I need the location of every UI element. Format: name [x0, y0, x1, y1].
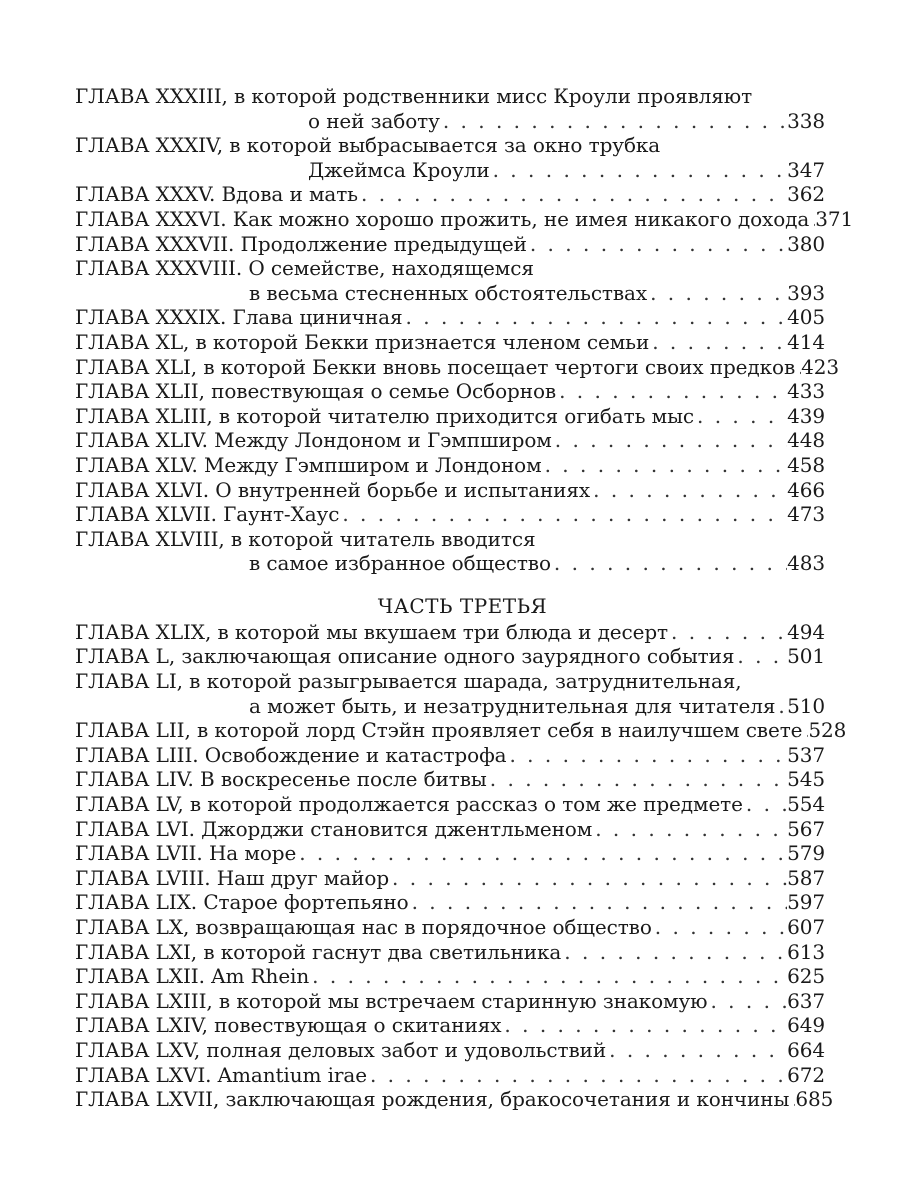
page-number: 554	[787, 792, 825, 817]
toc-entry	[75, 428, 825, 453]
page-number: 433	[787, 379, 825, 404]
page-number: 473	[787, 502, 825, 527]
toc-entry-title: Джеймса Кроули	[308, 157, 490, 182]
toc-entry-title: ГЛАВА XXXVI. Как можно хорошо прожить, не имея никакого дохода	[75, 206, 810, 231]
page-number: 483	[787, 551, 825, 576]
toc-entry-title: ГЛАВА XXXIV, в которой выбрасывается за окно трубка	[75, 133, 661, 158]
toc-entry	[75, 1038, 825, 1063]
toc-entry-title: ГЛАВА XLVI. О внутренней борьбе и испытаниях	[75, 477, 591, 502]
toc-entry-line	[75, 620, 825, 645]
page-number: 528	[808, 718, 847, 743]
toc-entry-title: ГЛАВА LIV. В воскресенье после битвы	[75, 767, 487, 792]
toc-entry	[75, 620, 825, 645]
dot-leader	[506, 743, 787, 768]
dot-leader	[296, 841, 787, 866]
toc-entry	[75, 1087, 834, 1112]
dot-leader	[592, 817, 787, 842]
toc-entry-title: ГЛАВА XXXIII, в которой родственники мисс Кроули проявляют	[75, 84, 753, 108]
page-number: 685	[795, 1087, 834, 1112]
toc-entry-title: ГЛАВА LIX. Старое фортепьяно	[75, 890, 409, 915]
page-number: 405	[787, 305, 825, 330]
toc-entry-line	[75, 1087, 834, 1112]
toc-entry-title: ГЛАВА XLII, повествующая о семье Осборнов	[75, 379, 557, 404]
dot-leader	[487, 767, 787, 792]
toc-entry	[75, 379, 825, 404]
dot-leader	[389, 866, 787, 891]
toc-entry-line	[75, 866, 825, 891]
toc-entry	[75, 182, 825, 207]
page-number: 371	[815, 206, 854, 231]
toc-entry-title: ГЛАВА LXIII, в которой мы встречаем старинную знакомую	[75, 988, 708, 1013]
toc-entry-title: о ней заботу	[308, 108, 440, 133]
toc-entry	[75, 644, 825, 669]
dot-leader	[358, 182, 787, 207]
toc-entry-title: ГЛАВА XLIX, в которой мы вкушаем три блюда и десерт	[75, 619, 669, 644]
toc-entry	[75, 743, 825, 768]
page-number: 423	[801, 354, 840, 379]
toc-entry-line	[75, 767, 825, 792]
toc-entry-title: ГЛАВА XLV. Между Гэмпширом и Лондоном	[75, 452, 542, 477]
toc-entry-title: ГЛАВА LXVI. Amantium irae	[75, 1062, 367, 1087]
toc-entry-continuation	[75, 281, 825, 306]
toc-entry-title: ГЛАВА LI, в которой разыгрывается шарада, затруднительная,	[75, 669, 742, 694]
toc-entry-line	[75, 305, 825, 330]
toc-entry-line	[75, 743, 825, 768]
page-number: 625	[787, 964, 825, 989]
toc-entry	[75, 1063, 825, 1088]
page-number: 501	[787, 644, 825, 669]
toc-entry	[75, 330, 825, 355]
page-number: 587	[787, 865, 825, 890]
toc-entry-continuation	[75, 158, 825, 183]
toc-entry-title: ГЛАВА LV, в которой продолжается рассказ о том же предмете	[75, 792, 743, 817]
dot-leader	[649, 330, 787, 355]
dot-leader	[551, 551, 787, 576]
toc-entry-title: ГЛАВА LXII. Am Rhein	[75, 964, 310, 989]
dot-leader	[668, 620, 787, 645]
page-number: 607	[787, 915, 825, 939]
dot-leader	[552, 428, 787, 453]
toc-entry-title: ГЛАВА XXXIX. Глава циничная	[75, 305, 403, 330]
toc-entry	[75, 206, 854, 232]
dot-leader	[561, 940, 787, 965]
toc-entry	[75, 792, 825, 817]
toc-entry-title: ГЛАВА LVIII. Наш друг майор	[75, 865, 390, 890]
toc-entry	[75, 305, 825, 330]
toc-entry-line	[75, 206, 854, 232]
toc-entry	[75, 404, 825, 429]
page-number: 510	[787, 693, 825, 718]
toc-entry-continuation	[75, 109, 825, 134]
page-number: 439	[787, 403, 825, 428]
toc-group-part-two	[75, 84, 854, 576]
toc-entry-title: ГЛАВА LVI. Джорджи становится джентльменом	[75, 816, 593, 841]
table-of-contents	[75, 84, 854, 1112]
toc-entry-title: ГЛАВА XXXVIII. О семействе, находящемся	[75, 256, 534, 281]
toc-entry	[75, 502, 825, 527]
page-number: 393	[787, 280, 825, 305]
toc-entry-line	[75, 502, 825, 527]
toc-entry-title: ГЛАВА XLVII. Гаунт-Хаус	[75, 502, 340, 527]
toc-entry-title: ГЛАВА LXI, в которой гаснут два светильника	[75, 939, 562, 964]
page-number: 637	[787, 988, 825, 1013]
toc-entry-line	[75, 718, 847, 743]
toc-entry-line	[75, 354, 840, 380]
dot-leader	[309, 964, 787, 989]
dot-leader	[652, 915, 787, 940]
toc-entry-line	[75, 890, 825, 915]
toc-entry-line	[75, 644, 825, 669]
toc-entry	[75, 256, 825, 305]
toc-entry	[75, 817, 825, 842]
page-number: 545	[787, 767, 825, 792]
page-number: 458	[787, 452, 825, 477]
toc-entry	[75, 478, 825, 503]
toc-entry-title: ГЛАВА LXVII, заключающая рождения, бракосочетания и кончины	[75, 1087, 790, 1112]
page-number: 448	[787, 428, 825, 453]
page-number: 338	[787, 108, 825, 133]
page-number: 347	[787, 157, 825, 182]
page-number: 537	[787, 742, 825, 767]
toc-entry-title: ГЛАВА LII, в которой лорд Стэйн проявляет себя в наилучшем свете	[75, 718, 803, 743]
dot-leader	[606, 1038, 787, 1063]
page-number: 567	[787, 816, 825, 841]
dot-leader	[490, 158, 788, 183]
toc-entry-line	[75, 989, 825, 1014]
toc-entry-title: ГЛАВА XXXVII. Продолжение предыдущей	[75, 231, 527, 256]
page-number: 649	[787, 1013, 825, 1038]
toc-entry-line	[75, 232, 825, 257]
toc-entry	[75, 841, 825, 866]
dot-leader	[694, 404, 787, 429]
page-number: 380	[787, 231, 825, 256]
toc-entry	[75, 767, 825, 792]
toc-entry-title: ГЛАВА LVII. На море	[75, 841, 297, 866]
toc-entry	[75, 964, 825, 989]
toc-entry-title: ГЛАВА LXIV, повествующая о скитаниях	[75, 1013, 502, 1038]
page-number: 672	[787, 1062, 825, 1087]
page-number: 597	[787, 890, 825, 915]
toc-entry	[75, 669, 825, 718]
toc-entry	[75, 890, 825, 915]
toc-entry-title: ГЛАВА LXV, полная деловых забот и удовольствий	[75, 1037, 607, 1062]
toc-entry-title: ГЛАВА XLIII, в которой читателю приходится огибать мыс	[75, 403, 694, 428]
dot-leader	[409, 890, 788, 915]
toc-entry-continuation	[75, 551, 825, 576]
dot-leader	[403, 305, 788, 330]
toc-entry-line	[75, 379, 825, 404]
toc-group-part-three	[75, 619, 847, 1112]
dot-leader	[734, 644, 787, 669]
toc-entry-line	[75, 915, 825, 940]
dot-leader	[367, 1063, 787, 1088]
toc-entry	[75, 232, 825, 257]
toc-entry-line	[75, 453, 825, 478]
toc-entry	[75, 989, 825, 1014]
dot-leader	[647, 281, 787, 306]
toc-entry	[75, 718, 847, 743]
toc-entry-line	[75, 256, 825, 281]
toc-entry	[75, 915, 825, 940]
page-number: 613	[787, 939, 825, 964]
toc-entry-line	[75, 84, 825, 109]
dot-leader	[440, 109, 787, 134]
toc-entry-line	[75, 478, 825, 503]
dot-leader	[590, 478, 787, 503]
toc-entry-line	[75, 817, 825, 842]
toc-entry-line	[75, 964, 825, 989]
toc-entry-line	[75, 404, 825, 429]
toc-entry-title: ГЛАВА LX, возвращающая нас в порядочное общество	[75, 915, 652, 939]
toc-entry	[75, 1013, 825, 1038]
toc-entry-title: ГЛАВА LIII. Освобождение и катастрофа	[75, 742, 507, 767]
page-number: 466	[787, 477, 825, 502]
toc-entry-line	[75, 133, 825, 158]
page-number: 664	[787, 1037, 825, 1062]
toc-entry	[75, 866, 825, 891]
toc-entry-line	[75, 940, 825, 965]
dot-leader	[556, 379, 787, 404]
toc-entry-line	[75, 669, 825, 694]
dot-leader	[775, 694, 787, 719]
toc-entry-title: ГЛАВА XLVIII, в которой читатель вводится	[75, 526, 536, 551]
toc-entry-line	[75, 527, 825, 552]
toc-entry-title: а может быть, и незатруднительная для читателя	[249, 693, 776, 718]
toc-entry-line	[75, 1013, 825, 1038]
toc-entry-title: ГЛАВА XLIV. Между Лондоном и Гэмпширом	[75, 428, 552, 453]
dot-leader	[527, 232, 787, 257]
part-heading: ЧАСТЬ ТРЕТЬЯ	[377, 593, 548, 618]
toc-entry-title: ГЛАВА XL, в которой Бекки признается членом семьи	[75, 329, 650, 354]
toc-entry-line	[75, 1038, 825, 1063]
page-number: 414	[787, 329, 825, 354]
toc-entry-line	[75, 792, 825, 817]
toc-entry-line	[75, 182, 825, 207]
dot-leader	[501, 1013, 787, 1038]
toc-entry-title: ГЛАВА XLI, в которой Бекки вновь посещает чертоги своих предков	[75, 354, 796, 379]
toc-entry-title: ГЛАВА L, заключающая описание одного заурядного события	[75, 644, 735, 669]
page-number: 579	[787, 841, 825, 866]
page-number: 494	[787, 619, 825, 644]
toc-entry-line	[75, 428, 825, 453]
dot-leader	[707, 989, 787, 1014]
dot-leader	[743, 792, 787, 817]
toc-entry-line	[75, 841, 825, 866]
dot-leader	[339, 502, 787, 527]
toc-entry	[75, 84, 825, 133]
toc-entry-title: ГЛАВА XXXV. Вдова и мать	[75, 182, 358, 207]
toc-entry	[75, 354, 840, 380]
toc-entry-line	[75, 330, 825, 355]
toc-entry	[75, 527, 825, 576]
toc-entry-title: в самое избранное общество	[249, 551, 551, 576]
toc-entry	[75, 453, 825, 478]
page-number: 362	[787, 182, 825, 207]
toc-entry-continuation	[75, 694, 825, 719]
toc-entry-line	[75, 1063, 825, 1088]
toc-entry	[75, 133, 825, 182]
toc-entry	[75, 940, 825, 965]
dot-leader	[542, 453, 788, 478]
toc-entry-title: в весьма стесненных обстоятельствах	[249, 280, 648, 305]
